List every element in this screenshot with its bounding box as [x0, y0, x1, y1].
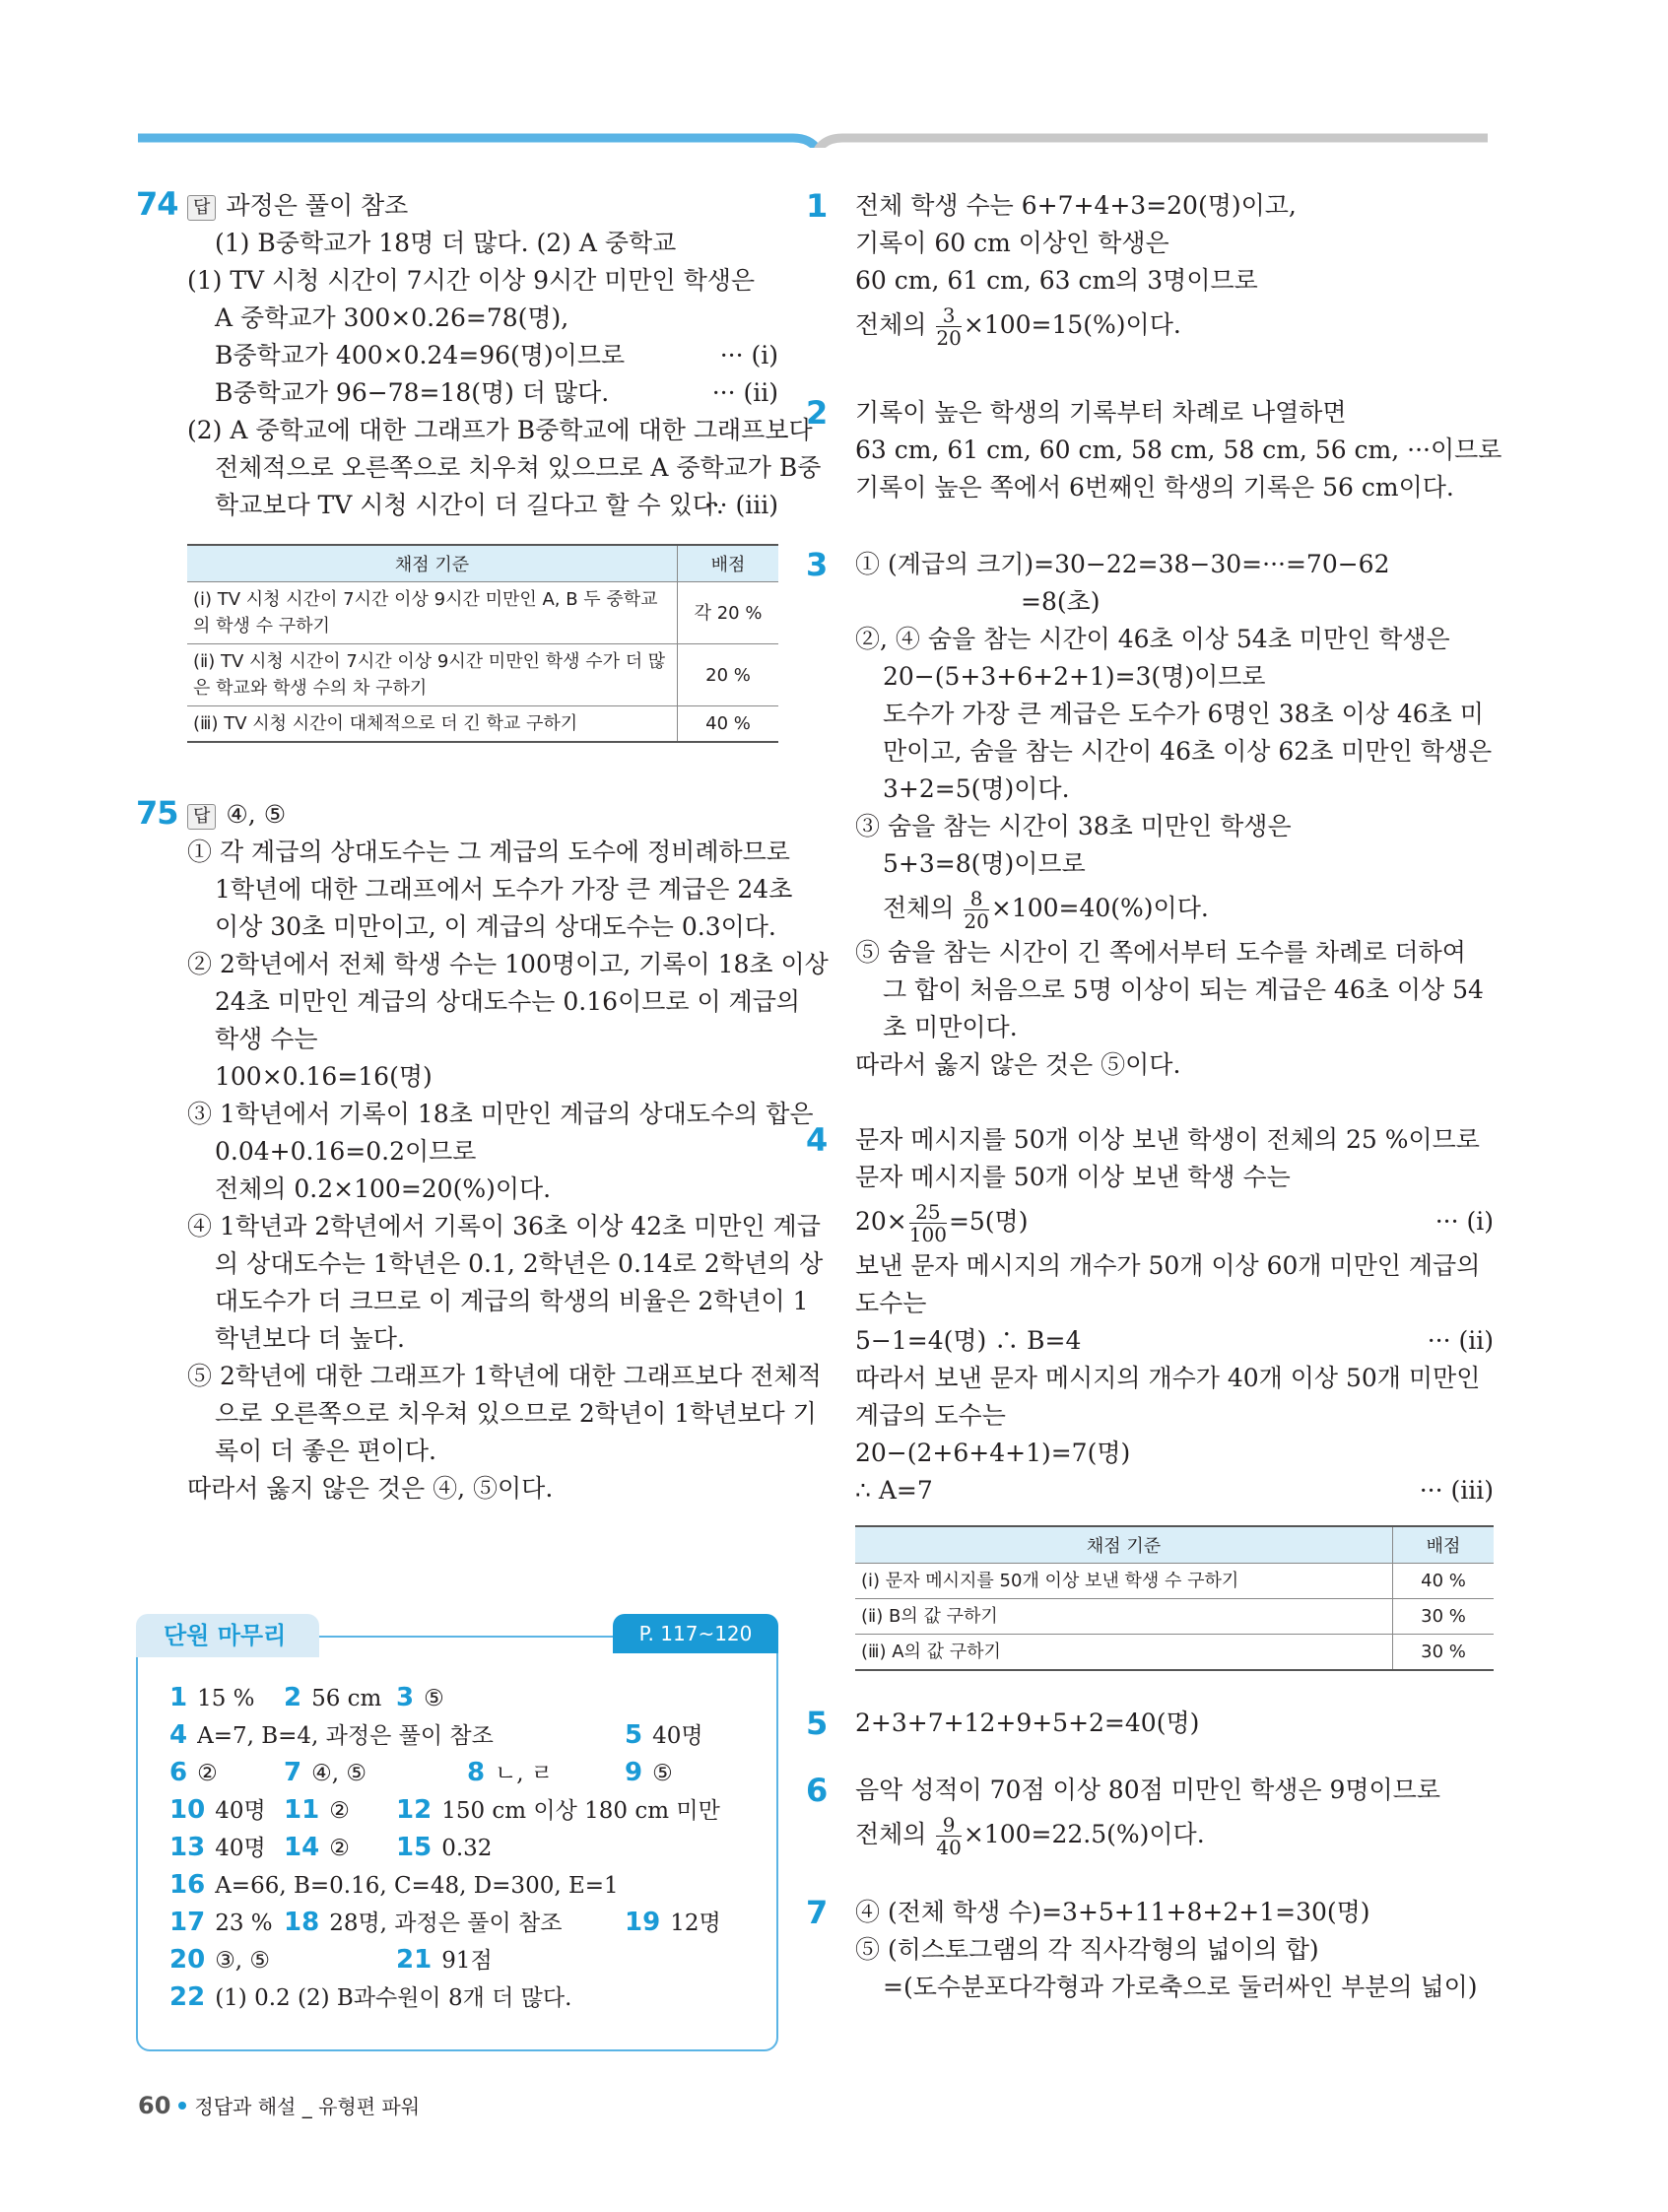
solution-line: 대도수가 더 크므로 이 계급의 학생의 비율은 2학년이 1	[215, 1287, 809, 1315]
criterion-cell: (ⅲ) A의 값 구하기	[855, 1635, 1393, 1671]
step-marker: ··· (ⅲ)	[703, 491, 778, 519]
review-item: 12 150 cm 이상 180 cm 미만	[396, 1795, 720, 1825]
solution-text: ×100=22.5(%)이다.	[963, 1820, 1205, 1848]
solution-line: 2+3+7+12+9+5+2=40(명)	[855, 1709, 1200, 1737]
solution-line: 학생 수는	[215, 1025, 318, 1053]
answer-detail: (1) B중학교가 18명 더 많다. (2) A 중학교	[215, 229, 677, 257]
solution-text: 20×	[855, 1207, 907, 1236]
review-item: 18 28명, 과정은 풀이 참조	[284, 1908, 563, 1937]
solution-line: 으로 오른쪽으로 치우쳐 있으므로 2학년이 1학년보다 기	[215, 1399, 817, 1428]
answer-tag: 답	[187, 804, 216, 830]
solution-line: 전체 학생 수는 6+7+4+3=20(명)이고,	[855, 191, 1297, 220]
criterion-cell: (ⅰ) TV 시청 시간이 7시간 이상 9시간 미만인 A, B 두 중학교의 학생 수 구하기	[187, 582, 678, 644]
solution-line: 기록이 높은 쪽에서 6번째인 학생의 기록은 56 cm이다.	[855, 473, 1454, 502]
fraction: $\frac{25}{100}$	[908, 1200, 947, 1246]
problem-number: 4	[806, 1121, 828, 1159]
review-item: 8 ㄴ, ㄹ	[467, 1758, 554, 1787]
fraction: $\frac{9}{40}$	[936, 1813, 962, 1859]
solution-line: ∴ A=7	[855, 1476, 933, 1505]
solution-line: (1) TV 시청 시간이 7시간 이상 9시간 미만인 학생은	[187, 266, 756, 295]
review-item: 22 (1) 0.2 (2) B과수원이 8개 더 많다.	[169, 1982, 572, 2012]
review-item: 19 12명	[625, 1908, 721, 1937]
criterion-cell: (ⅲ) TV 시청 시간이 대체적으로 더 긴 학교 구하기	[187, 706, 678, 743]
review-item: 9 ⑤	[625, 1758, 673, 1787]
solution-line: 도수가 가장 큰 계급은 도수가 6명인 38초 이상 46초 미	[883, 700, 1484, 728]
solution-line: 록이 더 좋은 편이다.	[215, 1437, 436, 1465]
solution-line: 보낸 문자 메시지의 개수가 50개 이상 60개 미만인 계급의	[855, 1251, 1481, 1280]
step-marker: ··· (ⅰ)	[719, 341, 778, 369]
footer-text: 정답과 해설 _ 유형편 파워	[194, 2095, 421, 2118]
bullet-icon	[178, 2102, 186, 2110]
left-column	[136, 185, 829, 1508]
table-row	[855, 1564, 1494, 1599]
solution-line: ⑤ 2학년에 대한 그래프가 1학년에 대한 그래프보다 전체적	[187, 1362, 822, 1390]
review-item: 17 23 %	[169, 1908, 273, 1937]
solution-line: 의 상대도수는 1학년은 0.1, 2학년은 0.14로 2학년의 상	[215, 1249, 824, 1278]
step-marker: ··· (ⅱ)	[1427, 1326, 1494, 1355]
solution-line: B중학교가 400×0.24=96(명)이므로	[215, 341, 626, 369]
page-number: 60	[138, 2092, 171, 2119]
solution-line: 기록이 60 cm 이상인 학생은	[855, 229, 1169, 257]
solution-line: (2) A 중학교에 대한 그래프가 B중학교에 대한 그래프보다	[187, 416, 813, 444]
answer-text: 과정은 풀이 참조	[226, 191, 409, 220]
solution-line: 60 cm, 61 cm, 63 cm의 3명이므로	[855, 266, 1258, 295]
solution-line: 20−(5+3+6+2+1)=3(명)이므로	[883, 662, 1266, 691]
table-row	[855, 1635, 1494, 1671]
solution-line: 63 cm, 61 cm, 60 cm, 58 cm, 58 cm, 56 cm, ···이므로	[855, 436, 1502, 464]
unit-review-box	[136, 1622, 778, 2051]
problem-1	[806, 187, 1494, 351]
review-item: 21 91점	[396, 1945, 493, 1975]
solution-line: ② 2학년에서 전체 학생 수는 100명이고, 기록이 18초 이상	[187, 950, 829, 978]
solution-line: 문자 메시지를 50개 이상 보낸 학생이 전체의 25 %이므로	[855, 1125, 1480, 1154]
review-item: 5 40명	[625, 1720, 703, 1750]
points-cell: 40 %	[1393, 1564, 1495, 1599]
table-header: 배점	[678, 545, 779, 582]
problem-number: 74	[136, 185, 178, 223]
solution-line: ⑤ (히스토그램의 각 직사각형의 넓이의 합)	[855, 1935, 1319, 1964]
problem-number: 2	[806, 394, 828, 432]
solution-line: 0.04+0.16=0.2이므로	[215, 1137, 477, 1166]
solution-line: ① (계급의 크기)=30−22=38−30=···=70−62	[855, 550, 1390, 578]
solution-line: ④ (전체 학생 수)=3+5+11+8+2+1=30(명)	[855, 1898, 1370, 1926]
review-item: 4 A=7, B=4, 과정은 풀이 참조	[169, 1720, 494, 1750]
page-footer	[138, 2091, 420, 2119]
solution-line: 음악 성적이 70점 이상 80점 미만인 학생은 9명이므로	[855, 1776, 1441, 1804]
solution-line: 1학년에 대한 그래프에서 도수가 가장 큰 계급은 24초	[215, 875, 793, 904]
solution-line: 100×0.16=16(명)	[215, 1062, 433, 1091]
points-cell: 30 %	[1393, 1599, 1495, 1635]
problem-number: 3	[806, 546, 828, 583]
solution-text: 전체의	[855, 1820, 927, 1848]
table-header: 채점 기준	[187, 545, 678, 582]
answer-text: ④, ⑤	[226, 800, 287, 829]
problem-4	[806, 1121, 1494, 1671]
problem-74	[136, 185, 822, 743]
solution-line: 학년보다 더 높다.	[215, 1324, 405, 1353]
review-item: 14 ②	[284, 1833, 350, 1862]
fraction: $\frac{8}{20}$	[964, 887, 989, 933]
scoring-table	[187, 544, 778, 743]
problem-7	[806, 1894, 1494, 2006]
problem-3	[806, 546, 1494, 1084]
review-item: 6 ②	[169, 1758, 218, 1787]
step-marker: ··· (ⅱ)	[711, 378, 778, 407]
points-cell: 각 20 %	[678, 582, 779, 644]
review-item: 15 0.32	[396, 1833, 493, 1862]
solution-line: 기록이 높은 학생의 기록부터 차례로 나열하면	[855, 398, 1347, 427]
solution-line: 이상 30초 미만이고, 이 계급의 상대도수는 0.3이다.	[215, 912, 776, 941]
problem-number: 75	[136, 794, 178, 832]
solution-line: ⑤ 숨을 참는 시간이 긴 쪽에서부터 도수를 차례로 더하여	[855, 938, 1466, 967]
solution-line: ① 각 계급의 상대도수는 그 계급의 도수에 정비례하므로	[187, 838, 790, 866]
table-header: 채점 기준	[855, 1526, 1393, 1564]
fraction: $\frac{3}{20}$	[936, 303, 962, 350]
review-item: 2 56 cm	[284, 1683, 382, 1712]
header-decoration	[0, 0, 1668, 148]
problem-2	[806, 394, 1502, 506]
solution-line: 따라서 옳지 않은 것은 ④, ⑤이다.	[187, 1474, 554, 1503]
solution-text: 전체의	[883, 894, 955, 922]
review-item: 10 40명	[169, 1795, 266, 1825]
solution-line: 3+2=5(명)이다.	[883, 774, 1070, 803]
step-marker: ··· (ⅰ)	[1434, 1207, 1494, 1236]
solution-text: ×100=40(%)이다.	[990, 894, 1209, 922]
problem-5	[806, 1705, 1494, 1742]
review-item: 11 ②	[284, 1795, 350, 1825]
solution-line: 도수는	[855, 1289, 927, 1317]
points-cell: 20 %	[678, 644, 779, 706]
solution-line: 따라서 옳지 않은 것은 ⑤이다.	[855, 1050, 1181, 1079]
solution-line: =8(초)	[1021, 587, 1101, 616]
answer-tag: 답	[187, 195, 216, 221]
solution-line: A 중학교가 300×0.26=78(명),	[215, 303, 569, 332]
solution-line: 20−(2+6+4+1)=7(명)	[855, 1439, 1131, 1467]
review-title: 단원 마무리	[136, 1614, 319, 1657]
review-item: 16 A=66, B=0.16, C=48, D=300, E=1	[169, 1870, 619, 1900]
table-header: 배점	[1393, 1526, 1495, 1564]
criterion-cell: (ⅱ) B의 값 구하기	[855, 1599, 1393, 1635]
right-column	[806, 187, 1502, 2006]
table-row	[187, 706, 778, 743]
review-item: 7 ④, ⑤	[284, 1758, 367, 1787]
solution-line: 계급의 도수는	[855, 1401, 1006, 1430]
problem-6	[806, 1772, 1494, 1860]
solution-line: B중학교가 96−78=18(명) 더 많다.	[215, 378, 610, 407]
solution-line: 5+3=8(명)이므로	[883, 849, 1086, 878]
table-row	[187, 582, 778, 644]
problem-number: 1	[806, 187, 828, 225]
solution-line: ③ 숨을 참는 시간이 38초 미만인 학생은	[855, 812, 1292, 840]
table-row	[187, 644, 778, 706]
review-item: 1 15 %	[169, 1683, 255, 1712]
points-cell: 40 %	[678, 706, 779, 743]
solution-line: 만이고, 숨을 참는 시간이 46초 이상 62초 미만인 학생은	[883, 737, 1493, 766]
review-item: 13 40명	[169, 1833, 266, 1862]
problem-number: 5	[806, 1705, 828, 1742]
problem-number: 6	[806, 1772, 828, 1809]
solution-line: ②, ④ 숨을 참는 시간이 46초 이상 54초 미만인 학생은	[855, 625, 1450, 653]
solution-line: =(도수분포다각형과 가로축으로 둘러싸인 부분의 넓이)	[883, 1973, 1478, 2001]
criterion-cell: (ⅱ) TV 시청 시간이 7시간 이상 9시간 미만인 학생 수가 더 많은 학교와 학생 수의 차 구하기	[187, 644, 678, 706]
scoring-table	[855, 1525, 1494, 1671]
solution-line: 문자 메시지를 50개 이상 보낸 학생 수는	[855, 1163, 1291, 1191]
solution-line: 초 미만이다.	[883, 1013, 1018, 1041]
problem-number: 7	[806, 1894, 828, 1931]
solution-line: ④ 1학년과 2학년에서 기록이 36초 이상 42초 미만인 계급	[187, 1212, 821, 1240]
solution-text: =5(명)	[948, 1207, 1029, 1236]
problem-75	[136, 794, 829, 1508]
review-pages: P. 117~120	[613, 1614, 778, 1653]
points-cell: 30 %	[1393, 1635, 1495, 1671]
solution-line: 5−1=4(명) ∴ B=4	[855, 1326, 1082, 1355]
solution-text: ×100=15(%)이다.	[963, 310, 1181, 339]
step-marker: ··· (ⅲ)	[1419, 1476, 1494, 1505]
solution-line: 그 합이 처음으로 5명 이상이 되는 계급은 46초 이상 54	[883, 975, 1484, 1004]
solution-line: 학교보다 TV 시청 시간이 더 길다고 할 수 있다.	[215, 491, 724, 519]
solution-line: ③ 1학년에서 기록이 18초 미만인 계급의 상대도수의 합은	[187, 1100, 814, 1128]
solution-line: 전체의 0.2×100=20(%)이다.	[215, 1174, 552, 1203]
solution-line: 24초 미만인 계급의 상대도수는 0.16이므로 이 계급의	[215, 987, 801, 1016]
criterion-cell: (ⅰ) 문자 메시지를 50개 이상 보낸 학생 수 구하기	[855, 1564, 1393, 1599]
review-item: 3 ⑤	[396, 1683, 444, 1712]
review-item: 20 ③, ⑤	[169, 1945, 271, 1975]
solution-text: 전체의	[855, 310, 927, 339]
solution-line: 전체적으로 오른쪽으로 치우쳐 있으므로 A 중학교가 B중	[215, 453, 822, 482]
table-row	[855, 1599, 1494, 1635]
solution-line: 따라서 보낸 문자 메시지의 개수가 40개 이상 50개 미만인	[855, 1364, 1481, 1392]
